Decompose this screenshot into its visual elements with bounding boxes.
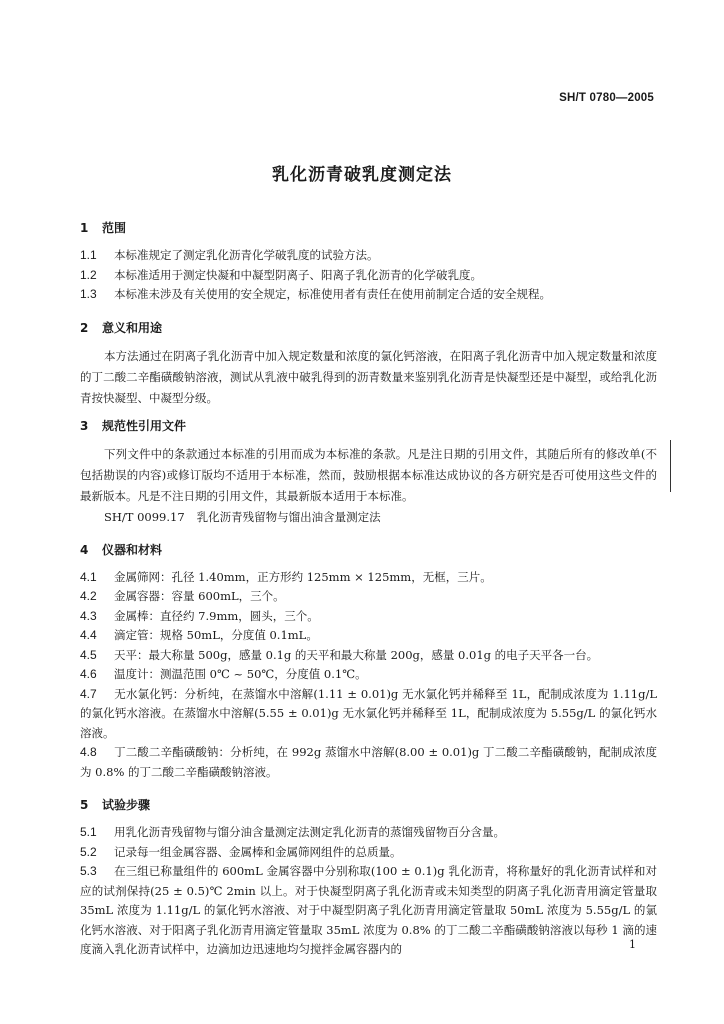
section-heading-5	[80, 796, 657, 814]
clause-text: 本标准规定了测定乳化沥青化学破乳度的试验方法。	[114, 248, 379, 262]
clause-number: 1.2	[80, 267, 97, 282]
clause-5-1	[80, 823, 657, 843]
clause-4-8	[80, 743, 657, 782]
margin-change-bar	[670, 440, 671, 492]
section-title: 试验步骤	[102, 798, 151, 812]
clause-number: 4.8	[80, 745, 97, 759]
clause-4-2	[80, 587, 657, 607]
document-body	[80, 219, 657, 960]
section-number: 1	[80, 221, 89, 235]
clause-number: 4.4	[80, 628, 97, 642]
clause-text: 丁二酸二辛酯磺酸钠：分析纯，在 992g 蒸馏水中溶解(8.00 ± 0.01)g 丁二酸二辛酯磺酸钠，配制成浓度为 0.8% 的丁二酸二辛酯磺酸钠溶液。	[80, 745, 657, 779]
clause-4-5	[80, 646, 657, 666]
clause-text: 记录每一组金属容器、金属棒和金属筛网组件的总质量。	[114, 844, 402, 859]
section-title: 意义和用途	[102, 320, 163, 335]
section-title: 范围	[102, 221, 127, 235]
section-2-paragraph: 本方法通过在阴离子乳化沥青中加入规定数量和浓度的氯化钙溶液，在阳离子乳化沥青中加入规定数量和浓度的丁二酸二辛酯磺酸钠溶液，测试从乳液中破乳得到的沥青数量来鉴别乳化沥青是快凝型还是中凝型，或给乳化沥青按快凝型、中凝型分级。	[80, 348, 657, 405]
clause-number: 4.2	[80, 589, 97, 603]
clause-4-6	[80, 665, 657, 685]
standard-code: SH/T 0780—2005	[559, 92, 654, 104]
clause-text: 金属棒：直径约 7.9mm，圆头，三个。	[114, 608, 319, 623]
clause-number: 5.3	[80, 864, 97, 878]
clause-1-2	[80, 266, 657, 286]
clause-5-2	[80, 843, 657, 863]
clause-number: 4.3	[80, 608, 97, 623]
clause-number: 5.1	[80, 825, 97, 839]
clause-number: 1.1	[80, 248, 97, 262]
clause-number: 4.5	[80, 647, 97, 662]
page-title: 乳化沥青破乳度测定法	[272, 165, 452, 185]
clause-4-4	[80, 626, 657, 646]
clause-number: 4.1	[80, 569, 97, 584]
clause-text: 本标准未涉及有关使用的安全规定，标准使用者有责任在使用前制定合适的安全规程。	[114, 287, 551, 301]
section-heading-2	[80, 319, 657, 337]
clause-1-3	[80, 285, 657, 305]
section-number: 2	[80, 320, 89, 335]
clause-text: 金属筛网：孔径 1.40mm，正方形约 125mm × 125mm，无框，三片。	[114, 569, 492, 584]
clause-5-3	[80, 862, 657, 960]
clause-text: 金属容器：容量 600mL，三个。	[114, 589, 285, 603]
clause-4-3	[80, 607, 657, 627]
clause-text: 天平：最大称量 500g，感量 0.1g 的天平和最大称量 200g，感量 0.01g 的电子天平各一台。	[114, 647, 599, 662]
clause-number: 5.2	[80, 844, 97, 859]
clause-text: 温度计：测温范围 0℃ ~ 50℃，分度值 0.1℃。	[114, 667, 367, 681]
page-number: 1	[629, 938, 636, 951]
clause-text: 用乳化沥青残留物与馏分油含量测定法测定乳化沥青的蒸馏残留物百分含量。	[114, 825, 505, 839]
clause-1-1	[80, 246, 657, 266]
clause-4-1	[80, 568, 657, 588]
clause-text: 本标准适用于测定快凝和中凝型阴离子、阳离子乳化沥青的化学破乳度。	[114, 267, 482, 282]
section-heading-4	[80, 541, 657, 559]
clause-text: 无水氯化钙：分析纯，在蒸馏水中溶解(1.11 ± 0.01)g 无水氯化钙并稀释至 1L，配制成浓度为 1.11g/L 的氯化钙水溶液。在蒸馏水中溶解(5.55 ± 0.01)g 无水氯化钙并稀释至 1L，配制成浓度为 5.55g/L 的氯化钙水溶液。	[80, 686, 657, 740]
normative-reference	[80, 507, 657, 527]
section-number: 3	[80, 418, 89, 433]
section-title: 规范性引用文件	[102, 418, 187, 433]
clause-4-7	[80, 685, 657, 744]
clause-number: 1.3	[80, 287, 97, 301]
section-title: 仪器和材料	[102, 542, 163, 557]
section-heading-3	[80, 417, 657, 435]
section-3-paragraph: 下列文件中的条款通过本标准的引用而成为本标准的条款。凡是注日期的引用文件，其随后所有的修改单(不包括勘误的内容)或修订版均不适用于本标准，然而，鼓励根据本标准达成协议的各方研究是否可使用这些文件的最新版本。凡是不注日期的引用文件，其最新版本适用于本标准。	[80, 446, 657, 503]
reference-title: 乳化沥青残留物与馏出油含量测定法	[196, 509, 381, 524]
section-heading-1	[80, 219, 657, 237]
clause-number: 4.7	[80, 686, 97, 701]
section-number: 5	[80, 798, 89, 812]
clause-number: 4.6	[80, 667, 97, 681]
section-number: 4	[80, 542, 89, 557]
clause-text: 滴定管：规格 50mL，分度值 0.1mL。	[114, 628, 318, 642]
clause-text: 在三组已称量组件的 600mL 金属容器中分别称取(100 ± 0.1)g 乳化沥青，将称量好的乳化沥青试样和对应的试剂保持(25 ± 0.5)℃ 2min 以上。对于快凝型阴离子乳化沥青或未知类型的阴离子乳化沥青用滴定管量取 35mL 浓度为 1.11g/L 的氯化钙水溶液、对于中凝型阴离子乳化沥青用滴定管量取 50mL 浓度为 5.55g/L 的氯化钙水溶液、对于阳离子乳化沥青用滴定管量取 35mL 浓度为 0.8% 的丁二酸二辛酯磺酸钠溶液以每秒 1 滴的速度滴入乳化沥青试样中，边滴加边迅速地均匀搅拌金属容器内的	[80, 864, 658, 956]
reference-code: SH/T 0099.17	[104, 509, 185, 524]
